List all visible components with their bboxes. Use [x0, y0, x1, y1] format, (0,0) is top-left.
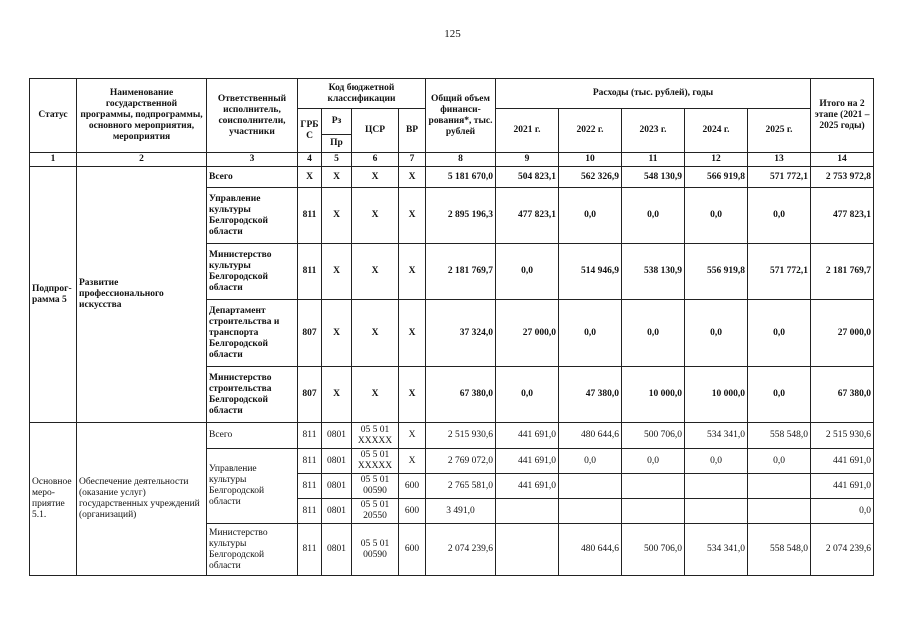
header-grbs: ГРБ С: [298, 109, 322, 153]
y2023-cell: 500 706,0: [622, 423, 685, 449]
rz-cell: 0801: [322, 499, 352, 524]
y2023-cell: 500 706,0: [622, 524, 685, 576]
csr-cell: X: [352, 367, 399, 423]
y2022-cell: 0,0: [559, 188, 622, 244]
header-responsible: Ответственный исполнитель, соисполнители, участники: [207, 79, 298, 153]
y2024-cell: 0,0: [685, 300, 748, 367]
vr-cell: X: [399, 449, 426, 474]
rz-cell: 0801: [322, 449, 352, 474]
rz-cell: X: [322, 300, 352, 367]
col-num: 1: [30, 153, 77, 167]
grbs-cell: 807: [298, 300, 322, 367]
grbs-cell: 807: [298, 367, 322, 423]
csr-cell: 05 5 01 XXXXX: [352, 423, 399, 449]
name-cell: Обеспечение деятельности (оказание услуг) государственных учреждений (организаций): [77, 423, 207, 576]
y2021-cell: 441 691,0: [496, 449, 559, 474]
header-vr: ВР: [399, 109, 426, 153]
y2025-cell: 0,0: [748, 449, 811, 474]
total-cell: 2 895 196,3: [426, 188, 496, 244]
responsible-cell: Всего: [207, 423, 298, 449]
total-cell: 3 491,0: [426, 499, 496, 524]
y2025-cell: 558 548,0: [748, 524, 811, 576]
y2024-cell: 10 000,0: [685, 367, 748, 423]
csr-cell: X: [352, 188, 399, 244]
y2021-cell: 441 691,0: [496, 474, 559, 499]
header-total: Общий объем финанси- рования*, тыс. рублей: [426, 79, 496, 153]
csr-cell: 05 5 01 00590: [352, 524, 399, 576]
header-2024: 2024 г.: [685, 109, 748, 153]
itogo-cell: 27 000,0: [811, 300, 874, 367]
y2021-cell: [496, 524, 559, 576]
y2025-cell: 0,0: [748, 300, 811, 367]
y2022-cell: 0,0: [559, 449, 622, 474]
y2023-cell: 538 130,9: [622, 244, 685, 300]
y2022-cell: 562 326,9: [559, 167, 622, 188]
col-num: 6: [352, 153, 399, 167]
y2021-cell: 0,0: [496, 367, 559, 423]
vr-cell: X: [399, 300, 426, 367]
csr-cell: X: [352, 167, 399, 188]
y2023-cell: 10 000,0: [622, 367, 685, 423]
grbs-cell: 811: [298, 524, 322, 576]
y2023-cell: [622, 474, 685, 499]
header-expenses: Расходы (тыс. рублей), годы: [496, 79, 811, 109]
y2023-cell: 548 130,9: [622, 167, 685, 188]
y2023-cell: 0,0: [622, 300, 685, 367]
header-pr: Пр: [322, 135, 352, 153]
header-2021: 2021 г.: [496, 109, 559, 153]
grbs-cell: 811: [298, 474, 322, 499]
col-num: 8: [426, 153, 496, 167]
responsible-cell: Всего: [207, 167, 298, 188]
y2025-cell: 0,0: [748, 367, 811, 423]
table-row: [30, 423, 874, 449]
y2021-cell: 441 691,0: [496, 423, 559, 449]
grbs-cell: 811: [298, 244, 322, 300]
total-cell: 2 765 581,0: [426, 474, 496, 499]
total-cell: 5 181 670,0: [426, 167, 496, 188]
y2024-cell: [685, 474, 748, 499]
col-num: 2: [77, 153, 207, 167]
total-cell: 37 324,0: [426, 300, 496, 367]
rz-cell: 0801: [322, 474, 352, 499]
vr-cell: X: [399, 244, 426, 300]
header-budget-code: Код бюджетной классификации: [298, 79, 426, 109]
budget-table: [29, 78, 874, 576]
col-num: 4: [298, 153, 322, 167]
csr-cell: X: [352, 244, 399, 300]
total-cell: 2 769 072,0: [426, 449, 496, 474]
y2022-cell: 47 380,0: [559, 367, 622, 423]
grbs-cell: 811: [298, 449, 322, 474]
col-num: 13: [748, 153, 811, 167]
y2024-cell: 534 341,0: [685, 524, 748, 576]
y2022-cell: 480 644,6: [559, 423, 622, 449]
header-itogo: Итого на 2 этапе (2021 – 2025 годы): [811, 79, 874, 153]
responsible-cell: Министерство культуры Белгородской области: [207, 524, 298, 576]
y2022-cell: 514 946,9: [559, 244, 622, 300]
status-cell: Основное меро- приятие 5.1.: [30, 423, 77, 576]
col-num: 12: [685, 153, 748, 167]
y2024-cell: 0,0: [685, 188, 748, 244]
y2024-cell: [685, 499, 748, 524]
header-name: Наименование государственной программы, подпрограммы, основного мероприятия, мероприятия: [77, 79, 207, 153]
y2021-cell: 504 823,1: [496, 167, 559, 188]
y2022-cell: 480 644,6: [559, 524, 622, 576]
page-number: 125: [444, 28, 461, 40]
col-num: 9: [496, 153, 559, 167]
header-status: Статус: [30, 79, 77, 153]
csr-cell: 05 5 01 XXXXX: [352, 449, 399, 474]
rz-cell: X: [322, 244, 352, 300]
rz-cell: 0801: [322, 423, 352, 449]
responsible-cell: Министерство строительства Белгородской области: [207, 367, 298, 423]
itogo-cell: 2 515 930,6: [811, 423, 874, 449]
grbs-cell: 811: [298, 423, 322, 449]
itogo-cell: 67 380,0: [811, 367, 874, 423]
responsible-cell: Управление культуры Белгородской области: [207, 449, 298, 524]
y2021-cell: 0,0: [496, 244, 559, 300]
y2021-cell: 477 823,1: [496, 188, 559, 244]
col-num: 10: [559, 153, 622, 167]
status-cell: Подпрог- рамма 5: [30, 167, 77, 423]
y2022-cell: 0,0: [559, 300, 622, 367]
header-2023: 2023 г.: [622, 109, 685, 153]
name-cell: Развитие профессионального искусства: [77, 167, 207, 423]
total-cell: 2 074 239,6: [426, 524, 496, 576]
rz-cell: X: [322, 367, 352, 423]
vr-cell: X: [399, 367, 426, 423]
vr-cell: 600: [399, 474, 426, 499]
rz-cell: 0801: [322, 524, 352, 576]
grbs-cell: 811: [298, 499, 322, 524]
y2024-cell: 556 919,8: [685, 244, 748, 300]
total-cell: 2 515 930,6: [426, 423, 496, 449]
y2021-cell: [496, 499, 559, 524]
itogo-cell: 2 181 769,7: [811, 244, 874, 300]
y2025-cell: 571 772,1: [748, 244, 811, 300]
grbs-cell: 811: [298, 188, 322, 244]
csr-cell: 05 5 01 20550: [352, 499, 399, 524]
col-num: 11: [622, 153, 685, 167]
csr-cell: 05 5 01 00590: [352, 474, 399, 499]
vr-cell: 600: [399, 499, 426, 524]
grbs-cell: X: [298, 167, 322, 188]
y2021-cell: 27 000,0: [496, 300, 559, 367]
y2024-cell: 566 919,8: [685, 167, 748, 188]
rz-cell: X: [322, 188, 352, 244]
vr-cell: 600: [399, 524, 426, 576]
responsible-cell: Управление культуры Белгородской области: [207, 188, 298, 244]
y2025-cell: 0,0: [748, 188, 811, 244]
header-rz: Рз: [322, 109, 352, 135]
y2025-cell: 558 548,0: [748, 423, 811, 449]
y2025-cell: [748, 474, 811, 499]
itogo-cell: 0,0: [811, 499, 874, 524]
col-num: 7: [399, 153, 426, 167]
header-2025: 2025 г.: [748, 109, 811, 153]
itogo-cell: 2 753 972,8: [811, 167, 874, 188]
col-num: 3: [207, 153, 298, 167]
itogo-cell: 2 074 239,6: [811, 524, 874, 576]
header-2022: 2022 г.: [559, 109, 622, 153]
responsible-cell: Министерство культуры Белгородской области: [207, 244, 298, 300]
y2023-cell: 0,0: [622, 188, 685, 244]
responsible-cell: Департамент строительства и транспорта Белгородской области: [207, 300, 298, 367]
y2024-cell: 0,0: [685, 449, 748, 474]
vr-cell: X: [399, 423, 426, 449]
vr-cell: X: [399, 188, 426, 244]
header-csr: ЦСР: [352, 109, 399, 153]
y2025-cell: [748, 499, 811, 524]
y2023-cell: [622, 499, 685, 524]
table-row: [30, 167, 874, 188]
itogo-cell: 477 823,1: [811, 188, 874, 244]
total-cell: 67 380,0: [426, 367, 496, 423]
col-num: 5: [322, 153, 352, 167]
itogo-cell: 441 691,0: [811, 449, 874, 474]
rz-cell: X: [322, 167, 352, 188]
y2023-cell: 0,0: [622, 449, 685, 474]
y2022-cell: [559, 499, 622, 524]
total-cell: 2 181 769,7: [426, 244, 496, 300]
column-number-row: [30, 153, 874, 167]
y2024-cell: 534 341,0: [685, 423, 748, 449]
vr-cell: X: [399, 167, 426, 188]
y2025-cell: 571 772,1: [748, 167, 811, 188]
y2022-cell: [559, 474, 622, 499]
itogo-cell: 441 691,0: [811, 474, 874, 499]
col-num: 14: [811, 153, 874, 167]
csr-cell: X: [352, 300, 399, 367]
